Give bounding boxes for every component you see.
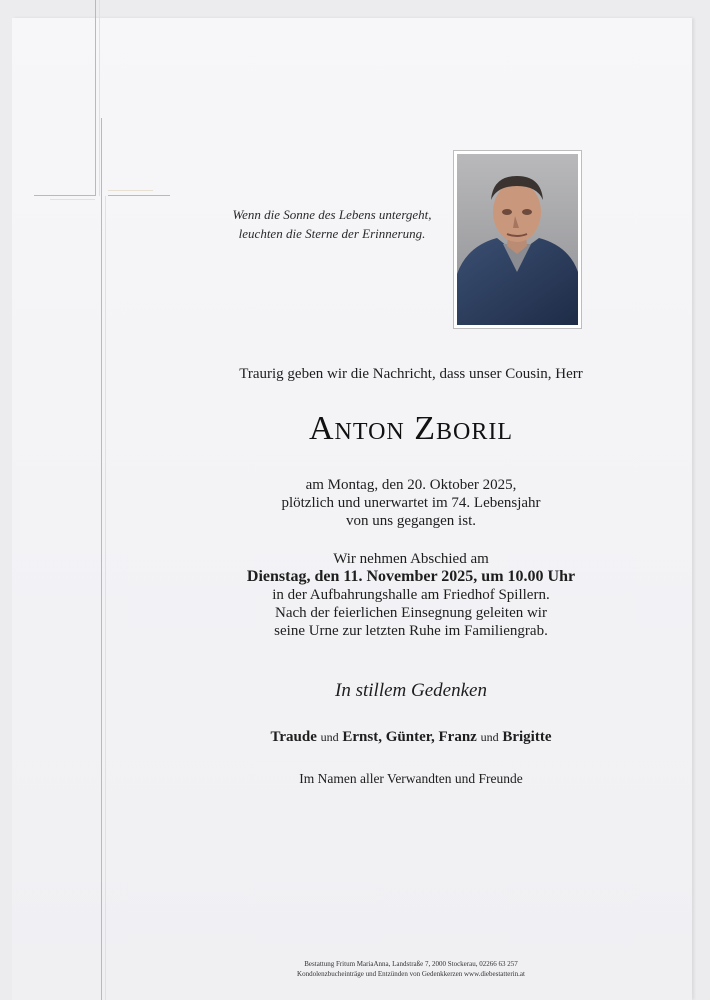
portrait-illustration: [457, 154, 578, 325]
deceased-name: Anton Zboril: [308, 410, 514, 447]
footer-line-2: Kondolenzbucheinträge und Entzünden von Gedenkkerzen www.diebestatterin.at: [297, 970, 525, 978]
ceremony-date: Dienstag, den 11. November 2025, um 10.00 Uhr: [246, 568, 576, 585]
quote-line-2: leuchten die Sterne der Erinnerung.: [238, 226, 426, 241]
family-name-2: Ernst, Günter, Franz: [342, 729, 477, 745]
family-name-3: Brigitte: [502, 729, 552, 745]
quote-line-1: Wenn die Sonne des Lebens untergeht,: [232, 207, 432, 222]
in-memory-heading: In stillem Gedenken: [335, 680, 487, 701]
portrait-photo: [457, 154, 578, 325]
portrait-photo-frame: [453, 150, 582, 329]
death-line-3: von uns gegangen ist.: [346, 513, 476, 529]
death-notice: [120, 476, 702, 530]
death-line-1: am Montag, den 20. Oktober 2025,: [305, 477, 517, 493]
family-names: [120, 729, 702, 746]
memorial-quote: [200, 205, 464, 243]
ceremony-line-3: in der Aufbahrungshalle am Friedhof Spillern.: [272, 587, 550, 603]
intro-text: Traurig geben wir die Nachricht, dass unser Cousin, Herr: [239, 366, 583, 382]
relatives-text: Im Namen aller Verwandten und Freunde: [299, 771, 523, 786]
funeral-home-footer: [120, 959, 702, 979]
death-line-2: plötzlich und unerwartet im 74. Lebensjahr: [281, 495, 541, 511]
ceremony-line-5: seine Urne zur letzten Ruhe im Familiengrab.: [274, 623, 548, 639]
footer-line-1: Bestattung Fritum MariaAnna, Landstraße 7, 2000 Stockerau, 02266 63 257: [304, 960, 518, 968]
family-conjunction-1: und: [320, 730, 339, 744]
ceremony-line-1: Wir nehmen Abschied am: [333, 551, 489, 567]
family-conjunction-2: und: [480, 730, 499, 744]
family-name-1: Traude: [270, 729, 317, 745]
ceremony-info: [120, 550, 702, 640]
ceremony-line-4: Nach der feierlichen Einsegnung geleiten wir: [275, 605, 547, 621]
